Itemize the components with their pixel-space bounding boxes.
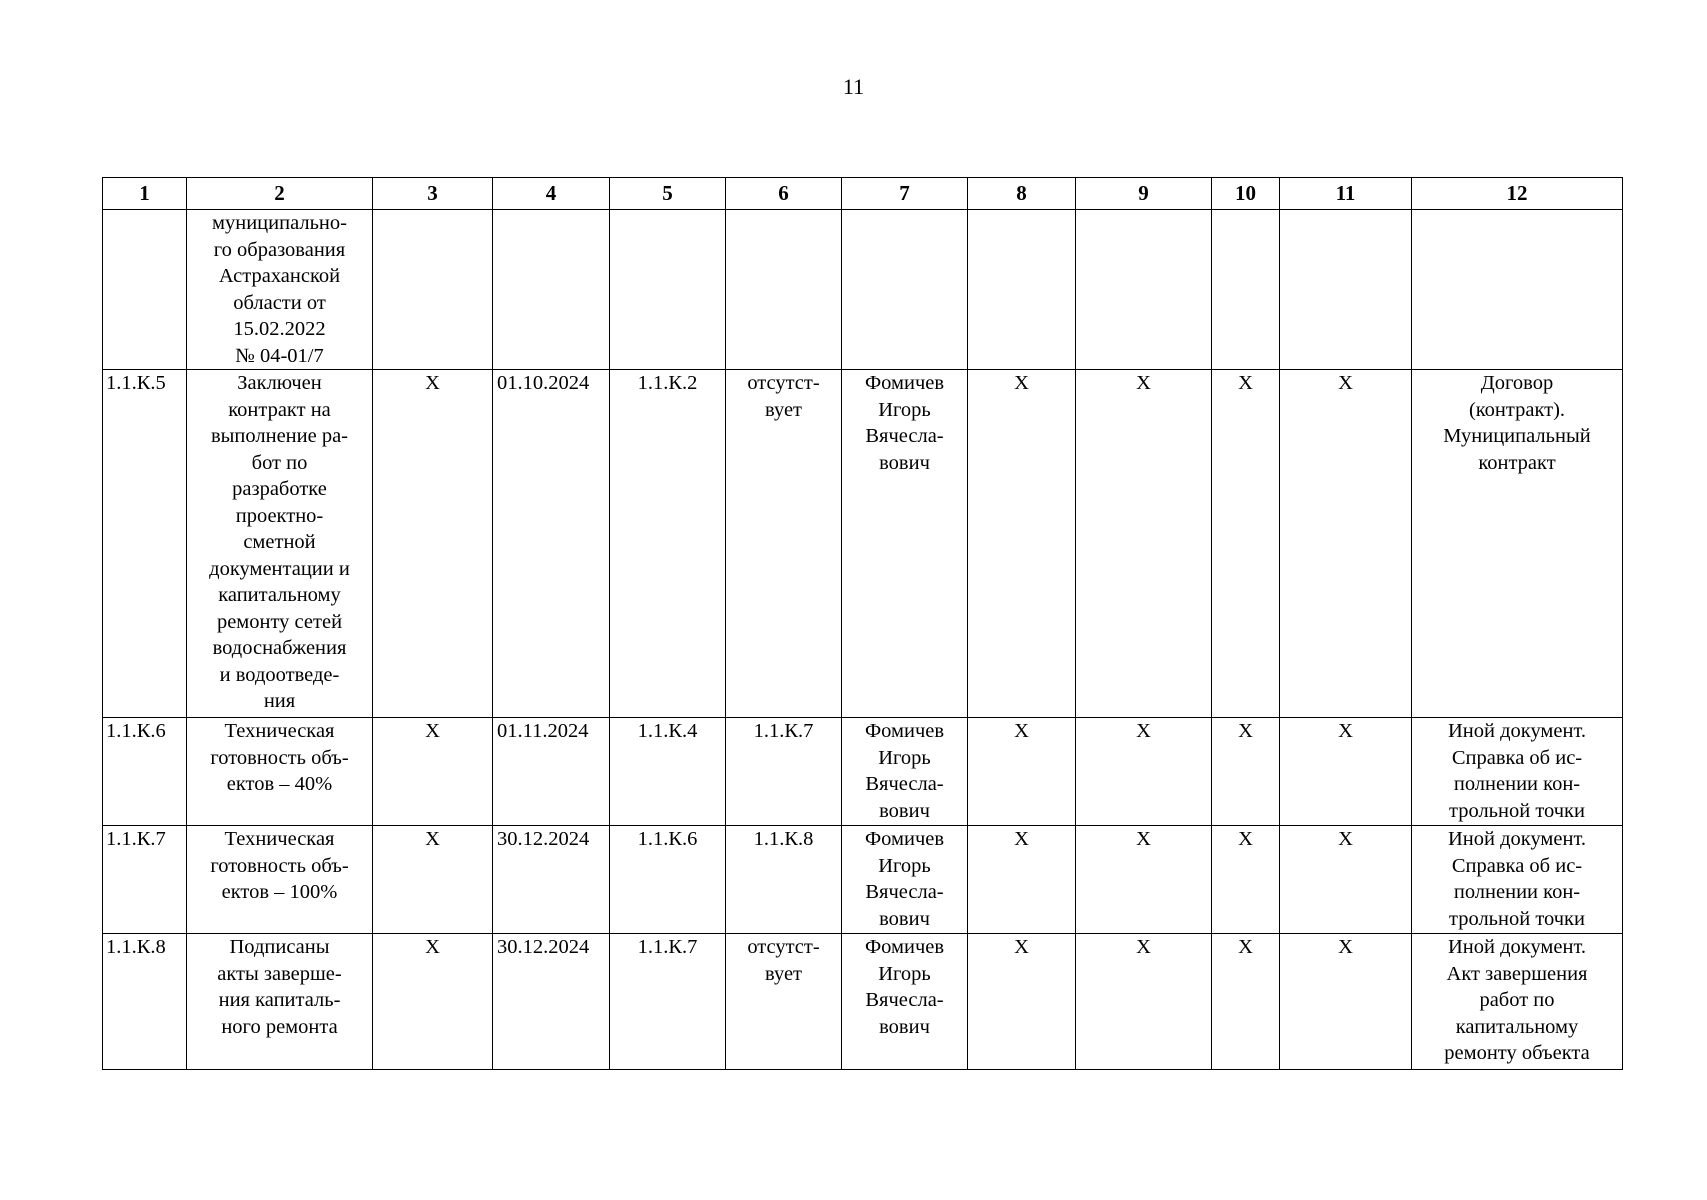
header-cell: 3 <box>373 178 493 210</box>
header-cell: 6 <box>726 178 842 210</box>
cell-c8: X <box>968 370 1076 718</box>
header-cell: 2 <box>187 178 373 210</box>
page-number: 11 <box>842 74 865 99</box>
cell-c10 <box>1212 210 1280 370</box>
cell-c11: X <box>1280 826 1412 934</box>
cell-c11 <box>1280 210 1412 370</box>
cell-name: муниципально- го образования Астраханской области от 15.02.2022 № 04-01/7 <box>187 210 373 370</box>
cell-responsible: Фомичев Игорь Вячесла- вович <box>842 718 968 826</box>
table-row <box>103 718 1623 826</box>
header-cell: 11 <box>1280 178 1412 210</box>
table-row <box>103 370 1623 718</box>
table-row <box>103 210 1623 370</box>
cell-prev: 1.1.К.2 <box>610 370 726 718</box>
cell-doc: Договор (контракт). Муниципальный контракт <box>1412 370 1623 718</box>
cell-c9: X <box>1076 826 1212 934</box>
cell-c8 <box>968 210 1076 370</box>
table-row <box>103 934 1623 1070</box>
cell-c10: X <box>1212 370 1280 718</box>
cell-doc: Иной документ. Справка об ис- полнении кон- трольной точки <box>1412 826 1623 934</box>
table-row <box>103 826 1623 934</box>
cell-doc: Иной документ. Акт завершения работ по капитальному ремонту объекта <box>1412 934 1623 1070</box>
cell-c3: X <box>373 718 493 826</box>
cell-c11: X <box>1280 718 1412 826</box>
cell-c8: X <box>968 934 1076 1070</box>
cell-next: 1.1.К.8 <box>726 826 842 934</box>
cell-name: Техническая готовность объ- ектов – 40% <box>187 718 373 826</box>
header-cell: 9 <box>1076 178 1212 210</box>
cell-date: 30.12.2024 <box>493 826 610 934</box>
cell-prev: 1.1.К.6 <box>610 826 726 934</box>
cell-c9: X <box>1076 718 1212 826</box>
header-cell: 10 <box>1212 178 1280 210</box>
cell-id: 1.1.К.7 <box>103 826 187 934</box>
cell-id: 1.1.К.6 <box>103 718 187 826</box>
cell-date: 01.11.2024 <box>493 718 610 826</box>
cell-name: Подписаны акты заверше- ния капиталь- ного ремонта <box>187 934 373 1070</box>
cell-c9: X <box>1076 934 1212 1070</box>
cell-c8: X <box>968 826 1076 934</box>
cell-c3: X <box>373 826 493 934</box>
cell-c11: X <box>1280 934 1412 1070</box>
cell-next: отсутст- вует <box>726 370 842 718</box>
cell-c3: X <box>373 934 493 1070</box>
header-cell: 12 <box>1412 178 1623 210</box>
cell-doc: Иной документ. Справка об ис- полнении кон- трольной точки <box>1412 718 1623 826</box>
cell-name: Техническая готовность объ- ектов – 100% <box>187 826 373 934</box>
cell-c3 <box>373 210 493 370</box>
cell-doc <box>1412 210 1623 370</box>
control-points-table <box>102 177 1623 1070</box>
cell-date: 30.12.2024 <box>493 934 610 1070</box>
cell-c8: X <box>968 718 1076 826</box>
cell-responsible: Фомичев Игорь Вячесла- вович <box>842 826 968 934</box>
cell-id <box>103 210 187 370</box>
cell-c9 <box>1076 210 1212 370</box>
header-cell: 1 <box>103 178 187 210</box>
cell-c10: X <box>1212 718 1280 826</box>
cell-c3: X <box>373 370 493 718</box>
cell-c10: X <box>1212 826 1280 934</box>
cell-prev: 1.1.К.7 <box>610 934 726 1070</box>
cell-c11: X <box>1280 370 1412 718</box>
cell-prev: 1.1.К.4 <box>610 718 726 826</box>
cell-responsible <box>842 210 968 370</box>
cell-date <box>493 210 610 370</box>
cell-c10: X <box>1212 934 1280 1070</box>
cell-id: 1.1.К.5 <box>103 370 187 718</box>
header-row <box>103 178 1623 210</box>
cell-responsible: Фомичев Игорь Вячесла- вович <box>842 934 968 1070</box>
cell-c9: X <box>1076 370 1212 718</box>
cell-next <box>726 210 842 370</box>
cell-date: 01.10.2024 <box>493 370 610 718</box>
cell-next: 1.1.К.7 <box>726 718 842 826</box>
header-cell: 8 <box>968 178 1076 210</box>
header-cell: 5 <box>610 178 726 210</box>
header-cell: 4 <box>493 178 610 210</box>
header-cell: 7 <box>842 178 968 210</box>
cell-prev <box>610 210 726 370</box>
cell-name: Заключен контракт на выполнение ра- бот по разработке проектно- сметной документации и капитальному ремонту сетей водоснабжения и водоотведе- ния <box>187 370 373 718</box>
cell-next: отсутст- вует <box>726 934 842 1070</box>
cell-id: 1.1.К.8 <box>103 934 187 1070</box>
cell-responsible: Фомичев Игорь Вячесла- вович <box>842 370 968 718</box>
